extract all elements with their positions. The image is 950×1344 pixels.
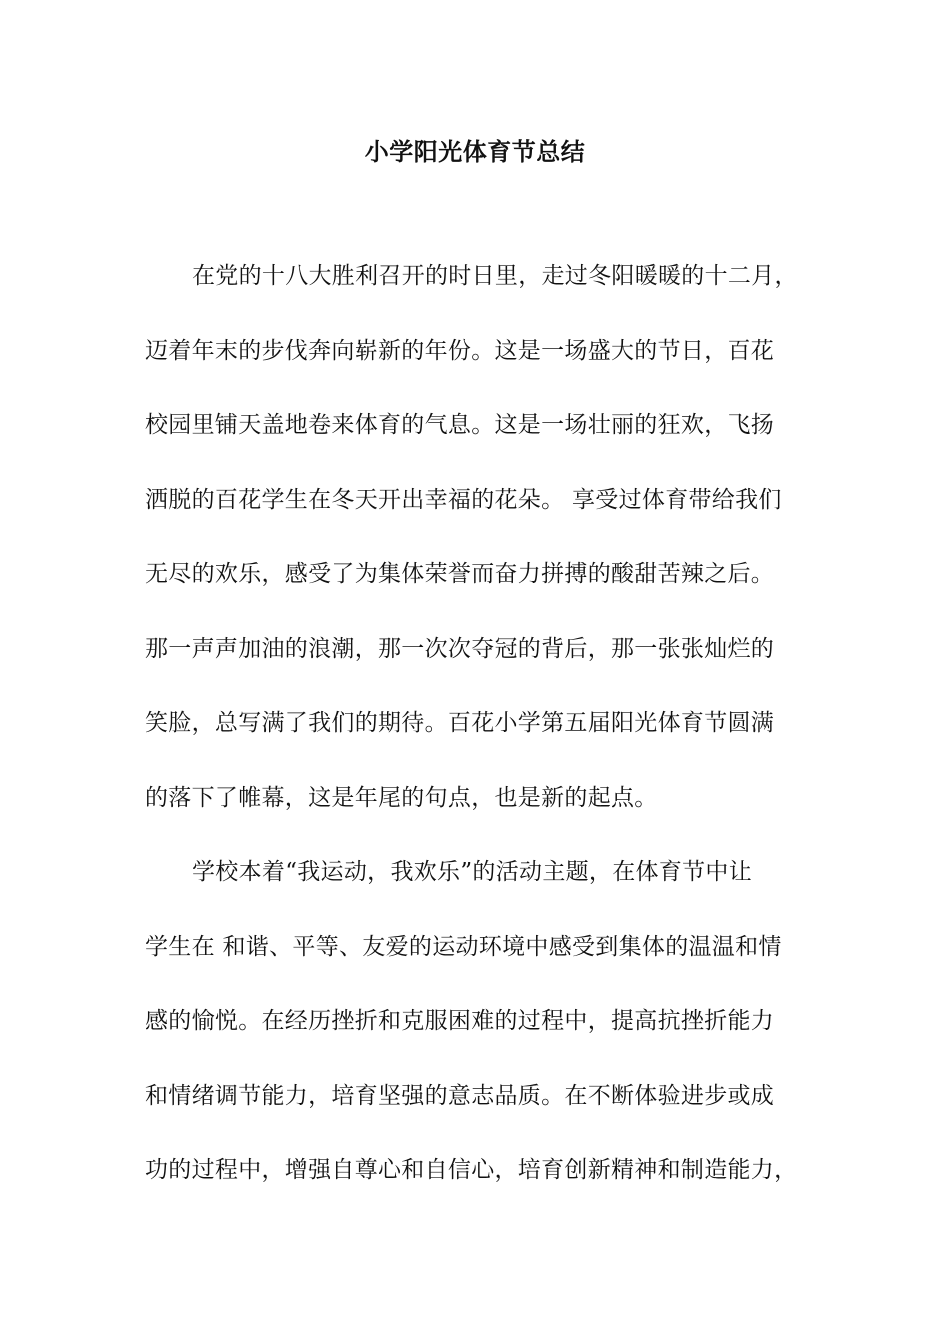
document-title: 小学阳光体育节总结 [364, 137, 586, 166]
paragraph-1-line-1: 在党的十八大胜利召开的时日里，走过冬阳暖暖的十二月， [192, 263, 798, 289]
paragraph-2-line-5: 功的过程中，增强自尊心和自信心，培育创新精神和制造能力， [145, 1157, 798, 1183]
paragraph-1-line-4: 洒脱的百花学生在冬天开出幸福的花朵。 享受过体育带给我们 [145, 486, 782, 513]
paragraph-1-line-8: 的落下了帷幕，这是年尾的句点，也是新的起点。 [145, 784, 658, 811]
paragraph-2-line-1: 学校本着“我运动，我欢乐”的活动主题，在体育节中让 [192, 859, 753, 885]
paragraph-1-line-7: 笑脸，总写满了我们的期待。百花小学第五届阳光体育节圆满 [145, 710, 775, 736]
paragraph-2-line-3: 感的愉悦。在经历挫折和克服困难的过程中，提高抗挫折能力 [145, 1008, 775, 1034]
paragraph-2-line-4: 和情绪调节能力，培育坚强的意志品质。在不断体验进步或成 [145, 1082, 775, 1109]
paragraph-1-line-6: 那一声声加油的浪潮，那一次次夺冠的背后，那一张张灿烂的 [145, 635, 775, 662]
document-body [145, 256, 835, 1225]
paragraph-1-line-3: 校园里铺天盖地卷来体育的气息。这是一场壮丽的狂欢，飞扬 [145, 412, 775, 438]
paragraph-1-line-2: 迈着年末的步伐奔向崭新的年份。这是一场盛大的节日，百花 [145, 337, 775, 364]
paragraph-1-line-5: 无尽的欢乐，感受了为集体荣誉而奋力拼搏的酸甜苦辣之后。 [145, 561, 775, 587]
paragraph-2-line-2: 学生在 和谐、平等、友爱的运动环境中感受到集体的温温和情 [145, 933, 782, 960]
